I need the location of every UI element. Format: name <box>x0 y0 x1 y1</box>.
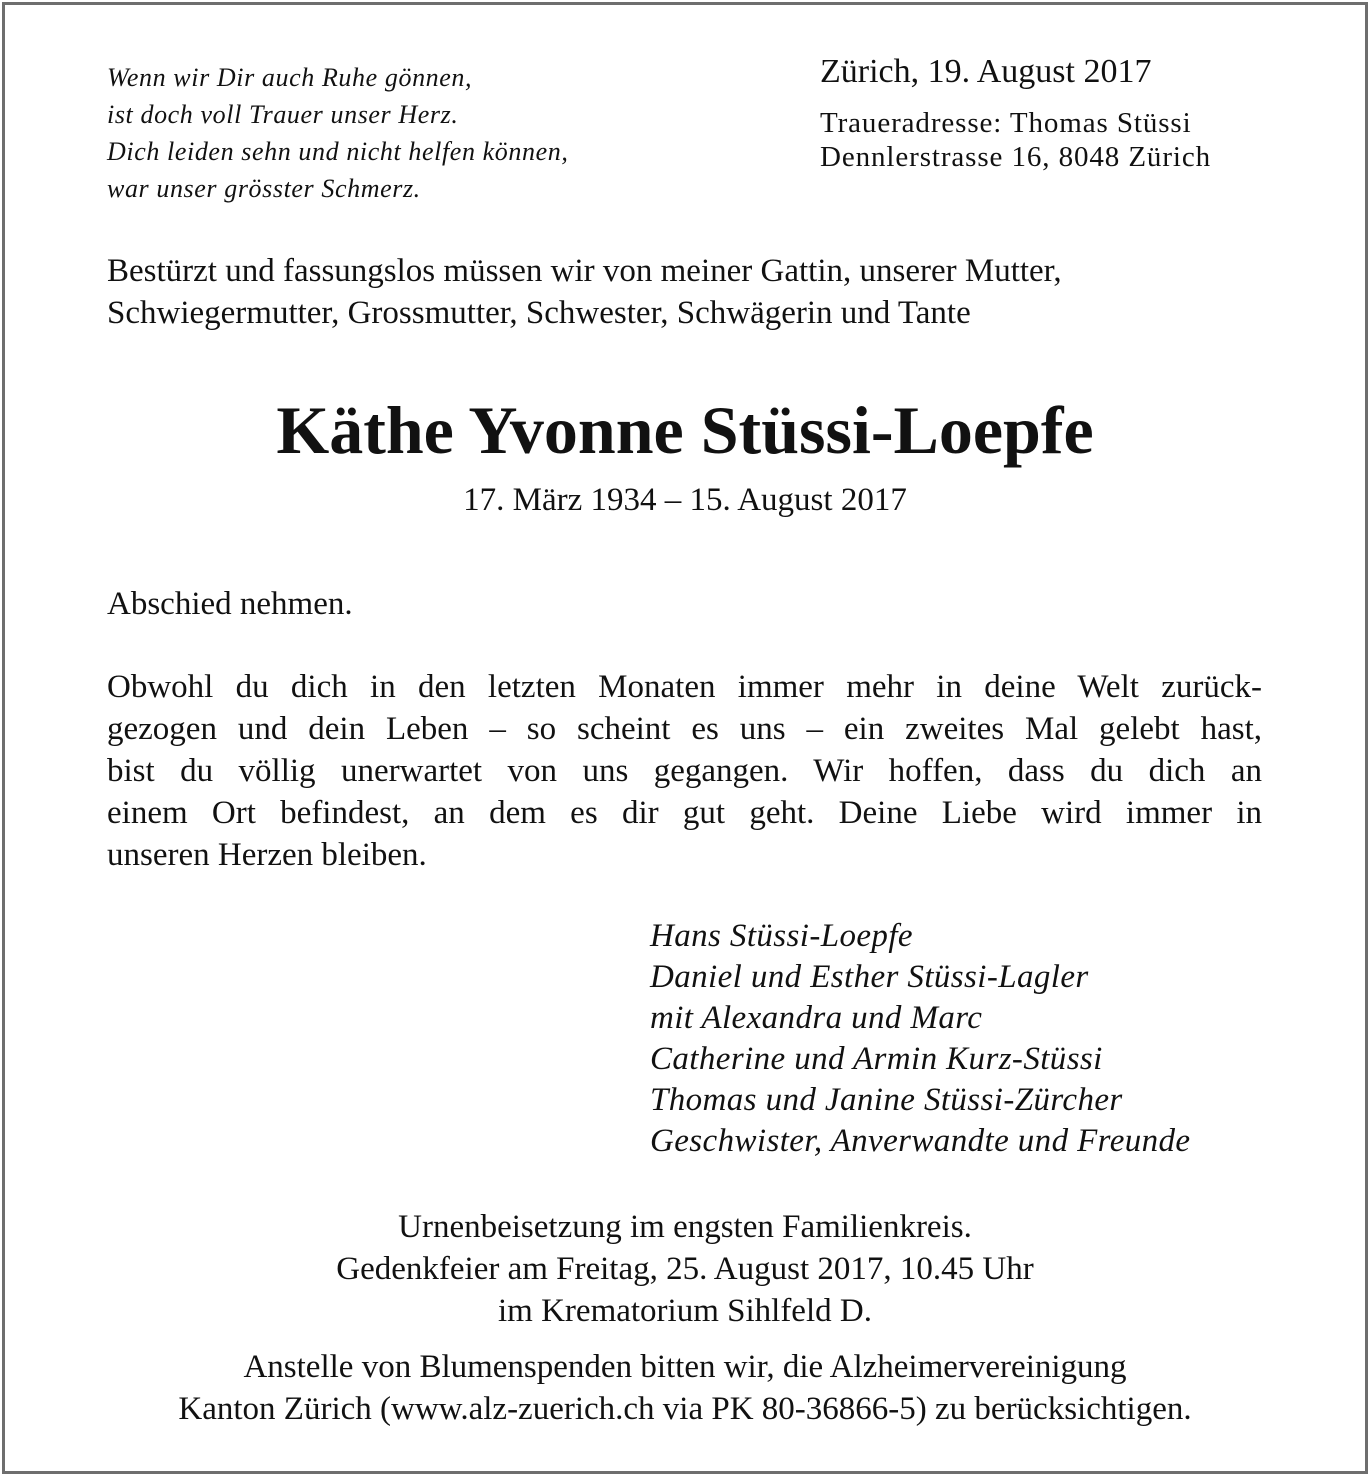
poem-line: war unser grösster Schmerz. <box>107 174 421 203</box>
mourner: Hans Stüssi-Loepfe <box>650 918 913 954</box>
place-date: Zürich, 19. August 2017 <box>820 53 1152 90</box>
mourners-list <box>650 916 1190 1162</box>
ceremony-line: Gedenkfeier am Freitag, 25. August 2017, 10.45 Uhr <box>336 1251 1034 1287</box>
poem-line: Dich leiden sehn und nicht helfen können, <box>107 137 569 166</box>
poem <box>107 59 568 207</box>
mourner: Catherine und Armin Kurz-Stüssi <box>650 1041 1103 1077</box>
ceremony-info <box>0 1206 1370 1332</box>
donation-line: Kanton Zürich (www.alz-zuerich.ch via PK 80-36866-5) zu berücksichtigen. <box>178 1391 1192 1427</box>
intro-text <box>107 250 1062 334</box>
message-line: einem Ort befindest, an dem es dir gut geht. Deine Liebe wird immer in <box>107 795 1262 831</box>
mourner: Geschwister, Anverwandte und Freunde <box>650 1123 1191 1159</box>
intro-line: Bestürzt und fassungslos müssen wir von meiner Gattin, unserer Mutter, <box>107 253 1062 289</box>
intro-line: Schwiegermutter, Grossmutter, Schwester, Schwägerin und Tante <box>107 295 971 331</box>
message-line: bist du völlig unerwartet von uns gegangen. Wir hoffen, dass du dich an <box>107 753 1262 789</box>
poem-line: Wenn wir Dir auch Ruhe gönnen, <box>107 63 473 92</box>
mourner: Daniel und Esther Stüssi-Lagler <box>650 959 1089 995</box>
donation-line: Anstelle von Blumenspenden bitten wir, die Alzheimervereinigung <box>243 1349 1127 1385</box>
message-line: unseren Herzen bleiben. <box>107 837 427 873</box>
mourner: mit Alexandra und Marc <box>650 1000 983 1036</box>
donation-note <box>0 1346 1370 1430</box>
message-line: Obwohl du dich in den letzten Monaten immer mehr in deine Welt zurück- <box>107 669 1262 705</box>
mourner: Thomas und Janine Stüssi-Zürcher <box>650 1082 1123 1118</box>
poem-line: ist doch voll Trauer unser Herz. <box>107 100 459 129</box>
address-line: Dennlerstrasse 16, 8048 Zürich <box>820 141 1212 173</box>
ceremony-line: Urnenbeisetzung im engsten Familienkreis. <box>398 1209 972 1245</box>
deceased-name: Käthe Yvonne Stüssi-Loepfe <box>276 392 1094 468</box>
life-dates: 17. März 1934 – 15. August 2017 <box>463 482 907 518</box>
message-line: gezogen und dein Leben – so scheint es uns – ein zweites Mal gelebt hast, <box>107 711 1262 747</box>
ceremony-line: im Krematorium Sihlfeld D. <box>498 1293 872 1329</box>
message-paragraph <box>107 666 1262 876</box>
address-line: Traueradresse: Thomas Stüssi <box>820 107 1192 139</box>
mourning-address <box>820 106 1211 174</box>
farewell-line: Abschied nehmen. <box>107 586 353 622</box>
